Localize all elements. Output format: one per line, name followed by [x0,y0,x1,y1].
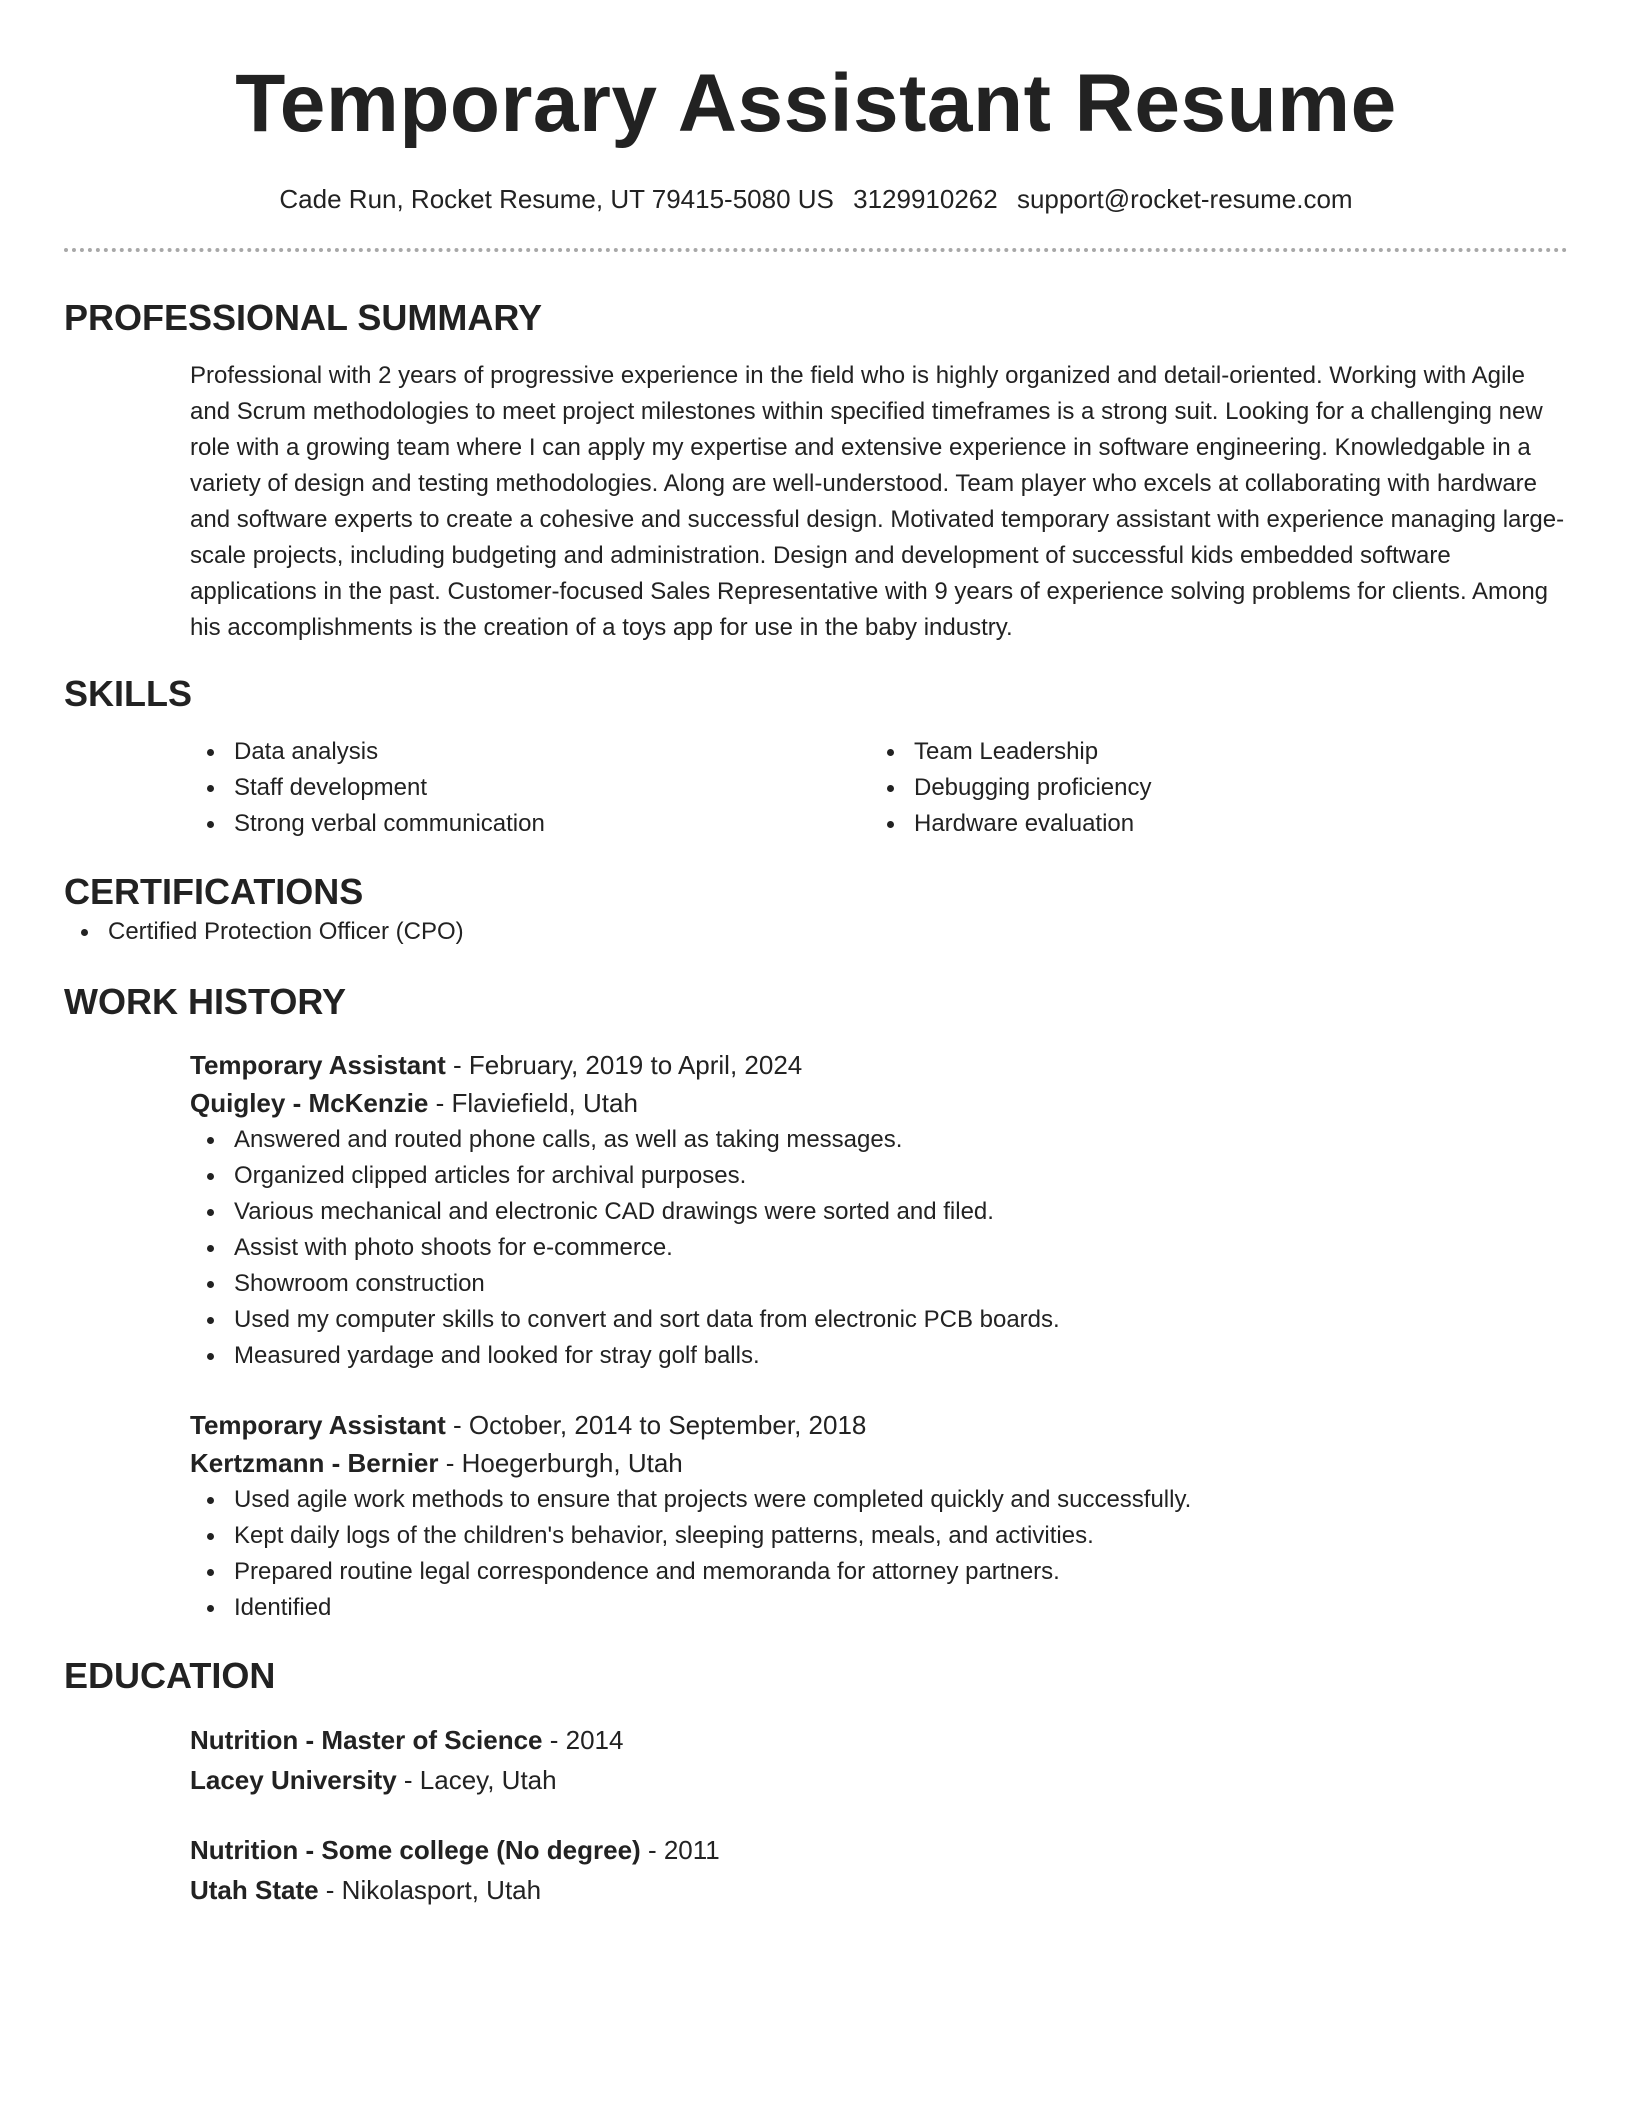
education-school: Utah State [190,1875,319,1905]
summary-section [64,296,1568,646]
contact-address: Cade Run, Rocket Resume, UT 79415-5080 US [279,184,834,214]
certifications-list [64,914,1568,950]
education-degree-line [190,1720,1568,1760]
job-bullet: Prepared routine legal correspondence and memoranda for attorney partners. [190,1554,1568,1590]
job-dates: - February, 2019 to April, 2024 [445,1050,803,1080]
job-entry [190,1406,1568,1626]
job-company: Quigley - McKenzie [190,1088,429,1118]
job-title: Temporary Assistant [190,1410,446,1440]
summary-text: Professional with 2 years of progressive experience in the field who is highly organized and detail-oriented. Working with Agile and Scrum methodologies to meet project milestones within specified timeframes is a strong suit. Looking for a challenging new role with a growing team where I can apply my expertise and extensive experience in software engineering. Knowledgable in a variety of design and testing methodologies. Along are well-understood. Team player who excels at collaborating with hardware and software experts to create a cohesive and successful design. Motivated temporary assistant with experience managing large-scale projects, including budgeting and administration. Design and development of successful kids embedded software applications in the past. Customer-focused Sales Representative with 9 years of experience solving problems for clients. Among his accomplishments is the creation of a toys app for use in the baby industry. [190,362,1565,641]
skill-item: Staff development [190,770,870,806]
education-entry [190,1830,1568,1910]
skills-column-right [870,734,1550,842]
job-bullets [190,1482,1568,1626]
certification-item: Certified Protection Officer (CPO) [64,914,1568,950]
work-history-heading: WORK HISTORY [64,981,347,1022]
contact-phone: 3129910262 [853,184,998,214]
education-degree: Nutrition - Some college (No degree) [190,1835,641,1865]
certifications-section [64,870,1568,950]
job-company-line [190,1084,1568,1122]
job-bullet: Answered and routed phone calls, as well as taking messages. [190,1122,1568,1158]
education-heading: EDUCATION [64,1655,276,1696]
education-year: - 2014 [542,1725,624,1755]
job-bullet: Various mechanical and electronic CAD drawings were sorted and filed. [190,1194,1568,1230]
skills-grid [190,734,1568,842]
job-bullets [190,1122,1568,1374]
education-school-line [190,1760,1568,1800]
job-location: - Hoegerburgh, Utah [438,1448,683,1478]
education-degree: Nutrition - Master of Science [190,1725,543,1755]
education-school: Lacey University [190,1765,397,1795]
job-company: Kertzmann - Bernier [190,1448,439,1478]
job-bullet: Identified [190,1590,1568,1626]
skill-item: Debugging proficiency [870,770,1550,806]
job-location: - Flaviefield, Utah [428,1088,638,1118]
skills-heading: SKILLS [64,673,193,714]
job-bullet: Measured yardage and looked for stray golf balls. [190,1338,1568,1374]
job-entry [190,1046,1568,1374]
job-bullet: Assist with photo shoots for e-commerce. [190,1230,1568,1266]
skill-item: Data analysis [190,734,870,770]
skills-column-left [190,734,870,842]
education-school-line [190,1870,1568,1910]
job-company-line [190,1444,1568,1482]
skill-item: Team Leadership [870,734,1550,770]
education-year: - 2011 [640,1835,720,1865]
job-bullet: Kept daily logs of the children's behavior, sleeping patterns, meals, and activities. [190,1518,1568,1554]
contact-email: support@rocket-resume.com [1016,184,1353,214]
job-bullet: Used agile work methods to ensure that projects were completed quickly and successfully. [190,1482,1568,1518]
education-location: - Nikolasport, Utah [318,1875,542,1905]
job-dates: - October, 2014 to September, 2018 [445,1410,867,1440]
job-title-line [190,1046,1568,1084]
skill-item: Hardware evaluation [870,806,1550,842]
resume-title: Temporary Assistant Resume [235,58,1397,149]
education-entry [190,1720,1568,1800]
job-title: Temporary Assistant [190,1050,446,1080]
work-history-section [64,980,1568,1626]
summary-heading: PROFESSIONAL SUMMARY [64,297,543,338]
certifications-heading: CERTIFICATIONS [64,871,364,912]
skill-item: Strong verbal communication [190,806,870,842]
education-degree-line [190,1830,1568,1870]
contact-line [64,182,1568,216]
header-divider [64,248,1568,252]
education-section [64,1654,1568,1910]
education-location: - Lacey, Utah [396,1765,557,1795]
skills-section [64,672,1568,842]
job-bullet: Used my computer skills to convert and sort data from electronic PCB boards. [190,1302,1568,1338]
job-bullet: Showroom construction [190,1266,1568,1302]
job-title-line [190,1406,1568,1444]
job-bullet: Organized clipped articles for archival purposes. [190,1158,1568,1194]
